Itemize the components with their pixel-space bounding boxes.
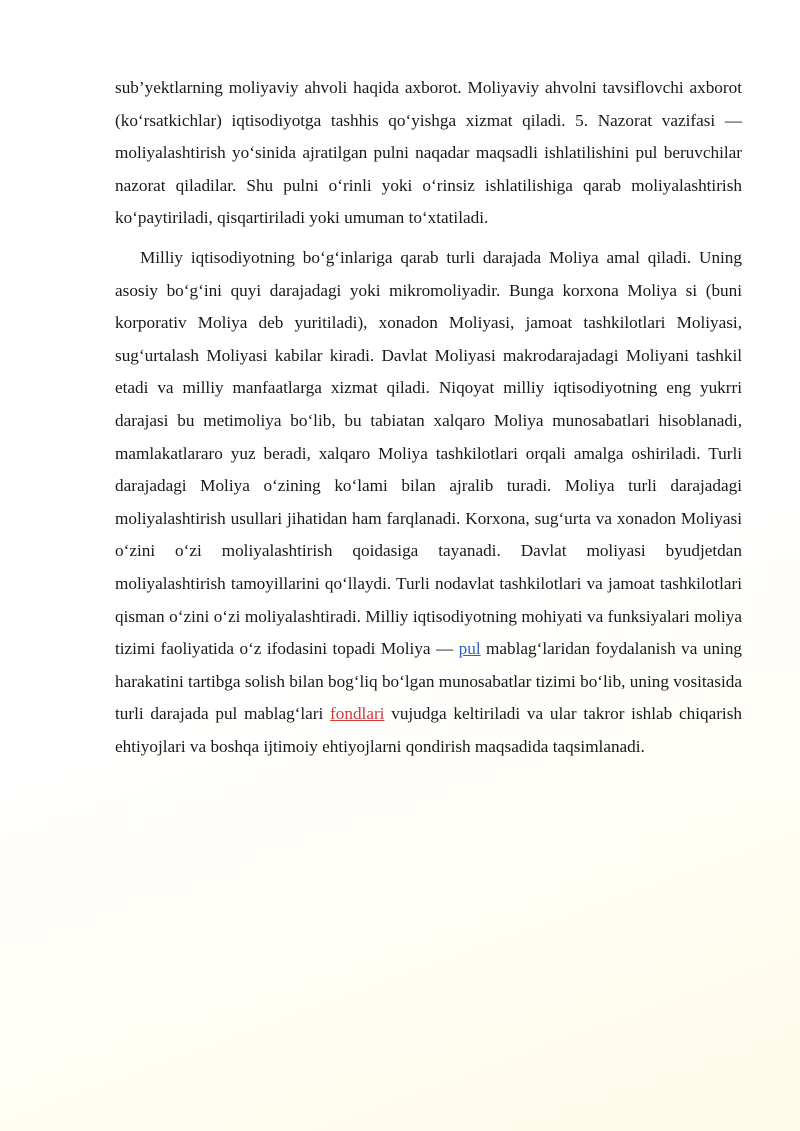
paragraph-2-text-end: vujudga keltiriladi va ular takror ishlab chiqarish ehtiyojlari va boshqa ijtimoiy ehtiyojlarni qondirish maqsadida taqsimlanadi. bbox=[115, 704, 742, 756]
paragraph-1: sub’yektlarning moliyaviy ahvoli haqida axborot. Moliyaviy ahvolni tavsiflovchi axborot (koʻrsatkichlar) iqtisodiyotga tashhis qoʻyishga xizmat qiladi. 5. Nazorat vazifasi — moliyalashtirish yoʻsinida ajratilgan pulni naqadar maqsadli ishlatilishini pul beruvchilar nazorat qiladilar. Shu pulni oʻrinli yoki oʻrinsiz ishlatilishiga qarab moliyalashtirish koʻpaytiriladi, qisqartiriladi yoki umuman toʻxtatiladi. bbox=[115, 78, 742, 228]
document-page bbox=[115, 72, 742, 763]
paragraph-2-text-middle: mablagʻlaridan foydalanish va uning harakatini tartibga solish bilan bogʻliq boʻlgan munosabatlar tizimi boʻlib, uning vositasida turli darajada pul mablagʻlari bbox=[115, 639, 743, 724]
pul-link[interactable]: pul bbox=[458, 639, 481, 659]
paragraph-2-text-start: Milliy iqtisodiyotning boʻgʻinlariga qarab turli darajada Moliya amal qiladi. Uning asosiy boʻgʻini quyi darajadagi yoki mikromoliyadir. Bunga korxona Moliya si (buni korporativ Moliya deb yuritiladi), xonadon Moliyasi, jamoat tashkilotlari Moliyasi, sugʻurtalash Moliyasi kabilar kiradi. Davlat Moliyasi makrodarajadagi Moliyani tashkil etadi va milliy manfaatlarga xizmat qiladi. Niqoyat milliy iqtisodiyotning eng yukrri darajasi bu metimoliya boʻlib, bu tabiatan xalqaro Moliya munosabatlari hisoblanadi, mamlakatlararo yuz beradi, xalqaro Moliya tashkilotlari orqali amalga oshiriladi. Turli darajadagi Moliya oʻzining koʻlami bilan ajralib turadi. Moliya turli darajadagi moliyalashtirish usullari jihatidan ham farqlanadi. Korxona, sugʻurta va xonadon Moliyasi oʻzini oʻzi moliyalashtirish qoidasiga tayanadi. Davlat moliyasi byudjetdan moliyalashtirish tamoyillarini qoʻllaydi. Turli nodavlat tashkilotlari va jamoat tashkilotlari qisman oʻzini oʻzi moliyalashtiradi. Milliy iqtisodiyotning mohiyati va funksiyalari moliya tizimi faoliyatida oʻz ifodasini topadi Moliya — bbox=[115, 247, 742, 659]
paragraph-2 bbox=[115, 242, 742, 764]
fondlari-link[interactable]: fondlari bbox=[330, 704, 385, 724]
